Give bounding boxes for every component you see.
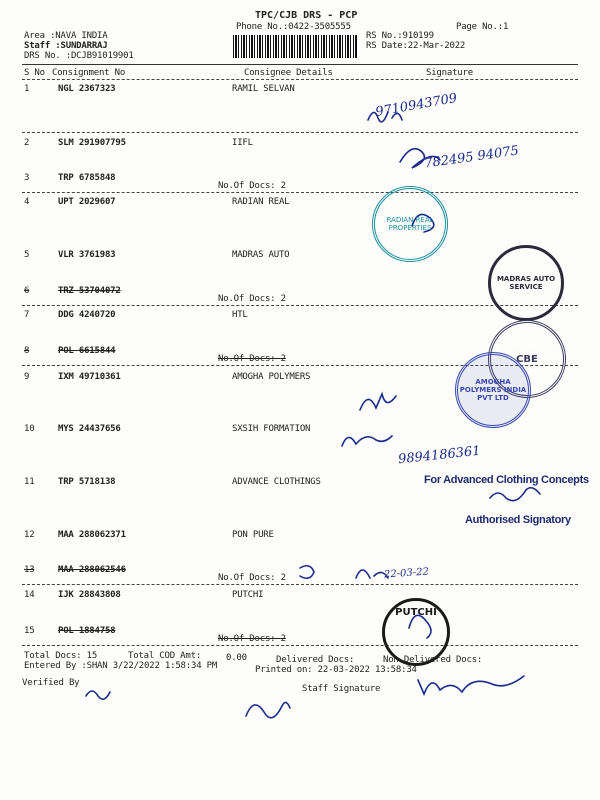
page-number: Page No.:1: [456, 22, 509, 32]
row-sno: 1: [24, 84, 30, 94]
col-consignee: Consignee Details: [244, 68, 333, 78]
rs-date: RS Date:22-Mar-2022: [366, 41, 466, 51]
row-sno: 4: [24, 197, 30, 207]
row-consignment: DDG 4240720: [58, 310, 116, 320]
row-consignment: TRZ 53704072: [58, 286, 121, 296]
non-delivered-docs: Non Delivered Docs:: [383, 655, 483, 665]
row-sno: 3: [24, 173, 30, 183]
row-sno: 14: [24, 590, 35, 600]
row-docs: No.Of Docs: 2: [218, 181, 286, 191]
row-consignee: PUTCHI: [232, 590, 264, 600]
row-consignment: TRP 5718138: [58, 477, 116, 487]
row-consignment: NGL 2367323: [58, 84, 116, 94]
printed-on: Printed on: 22-03-2022 13:58:34: [255, 665, 417, 675]
col-signature: Signature: [426, 68, 473, 78]
row-docs: No.Of Docs: 2: [218, 294, 286, 304]
row-consignee: SXSIH FORMATION: [232, 424, 311, 434]
row-consignee: AMOGHA POLYMERS: [232, 372, 311, 382]
row-consignment: POL 6615844: [58, 346, 116, 356]
phone-number: Phone No.:0422-3505555: [236, 22, 351, 32]
row-sno: 5: [24, 250, 30, 260]
verified-signature: [246, 702, 290, 717]
col-consignment: Consignment No: [52, 68, 126, 78]
staff-signature: [418, 676, 524, 694]
row-docs: No.Of Docs: 2: [218, 354, 286, 364]
row-docs: No.Of Docs: 2: [218, 573, 286, 583]
row-consignment: POL 1884758: [58, 626, 116, 636]
row-consignee: ADVANCE CLOTHINGS: [232, 477, 321, 487]
handwritten-phone-3: 9894186361: [397, 443, 482, 468]
row-consignment: MAA 288062371: [58, 530, 126, 540]
htl-stamp: CBE: [488, 320, 566, 398]
row-consignee: MADRAS AUTO: [232, 250, 290, 260]
advance-stamp-line1: For Advanced Clothing Concepts: [424, 474, 589, 486]
row-consignee: IIFL: [232, 138, 253, 148]
total-cod-label: Total COD Amt:: [128, 651, 202, 661]
advance-stamp-line2: Authorised Signatory: [465, 514, 571, 526]
row-sno: 10: [24, 424, 35, 434]
verifier-initials: [86, 691, 110, 699]
verified-by: Verified By: [22, 678, 80, 688]
row-consignment: MYS 24437656: [58, 424, 121, 434]
madras-auto-stamp: MADRAS AUTO SERVICE: [488, 245, 564, 321]
row-consignment: SLM 291907795: [58, 138, 126, 148]
row-consignment: TRP 6785848: [58, 173, 116, 183]
row-consignment: UPT 2029607: [58, 197, 116, 207]
tick-mark: [300, 566, 314, 579]
rs-number: RS No.:910199: [366, 31, 434, 41]
row-sno: 7: [24, 310, 30, 320]
row-sno: 6: [24, 286, 30, 296]
staff-signature-label: Staff Signature: [302, 684, 381, 694]
col-sno: S No: [24, 68, 45, 78]
handwritten-phone-1: 9710943709: [374, 90, 459, 121]
document-title: TPC/CJB DRS - PCP: [255, 10, 358, 21]
row-sno: 2: [24, 138, 30, 148]
row-consignee: PON PURE: [232, 530, 274, 540]
row-consignment: MAA 288062546: [58, 565, 126, 575]
delivered-docs: Delivered Docs:: [276, 655, 355, 665]
total-docs: Total Docs: 15: [24, 651, 98, 661]
handwritten-phone-2: 782495 94075: [423, 143, 520, 172]
row-sno: 15: [24, 626, 35, 636]
row-consignment: IXM 49710361: [58, 372, 121, 382]
row-consignee: RAMIL SELVAN: [232, 84, 295, 94]
area-field: Area :NAVA INDIA: [24, 31, 108, 41]
row-consignment: VLR 3761983: [58, 250, 116, 260]
signature-11: [490, 488, 540, 501]
row-consignee: RADIAN REAL: [232, 197, 290, 207]
total-cod-value: 0.00: [226, 653, 247, 663]
putchi-stamp: PUTCHI: [382, 598, 450, 666]
entered-by: Entered By :SHAN 3/22/2022 1:58:34 PM: [24, 661, 218, 671]
drs-number: DRS No. :DCJB91019901: [24, 51, 134, 61]
signature-10: [342, 436, 392, 446]
handwritten-date: 22-03-22: [383, 566, 430, 581]
row-sno: 8: [24, 346, 30, 356]
row-sno: 11: [24, 477, 35, 487]
row-sno: 12: [24, 530, 35, 540]
row-sno: 13: [24, 565, 35, 575]
staff-field: Staff :SUNDARRAJ: [24, 41, 108, 51]
amogha-stamp: AMOGHA POLYMERS INDIA PVT LTD: [455, 352, 531, 428]
row-sno: 9: [24, 372, 30, 382]
signature-9: [360, 394, 396, 410]
row-consignment: IJK 28843808: [58, 590, 121, 600]
row-docs: No.Of Docs: 2: [218, 634, 286, 644]
radian-stamp: RADIAN REAL PROPERTIES: [372, 186, 448, 262]
row-consignee: HTL: [232, 310, 248, 320]
